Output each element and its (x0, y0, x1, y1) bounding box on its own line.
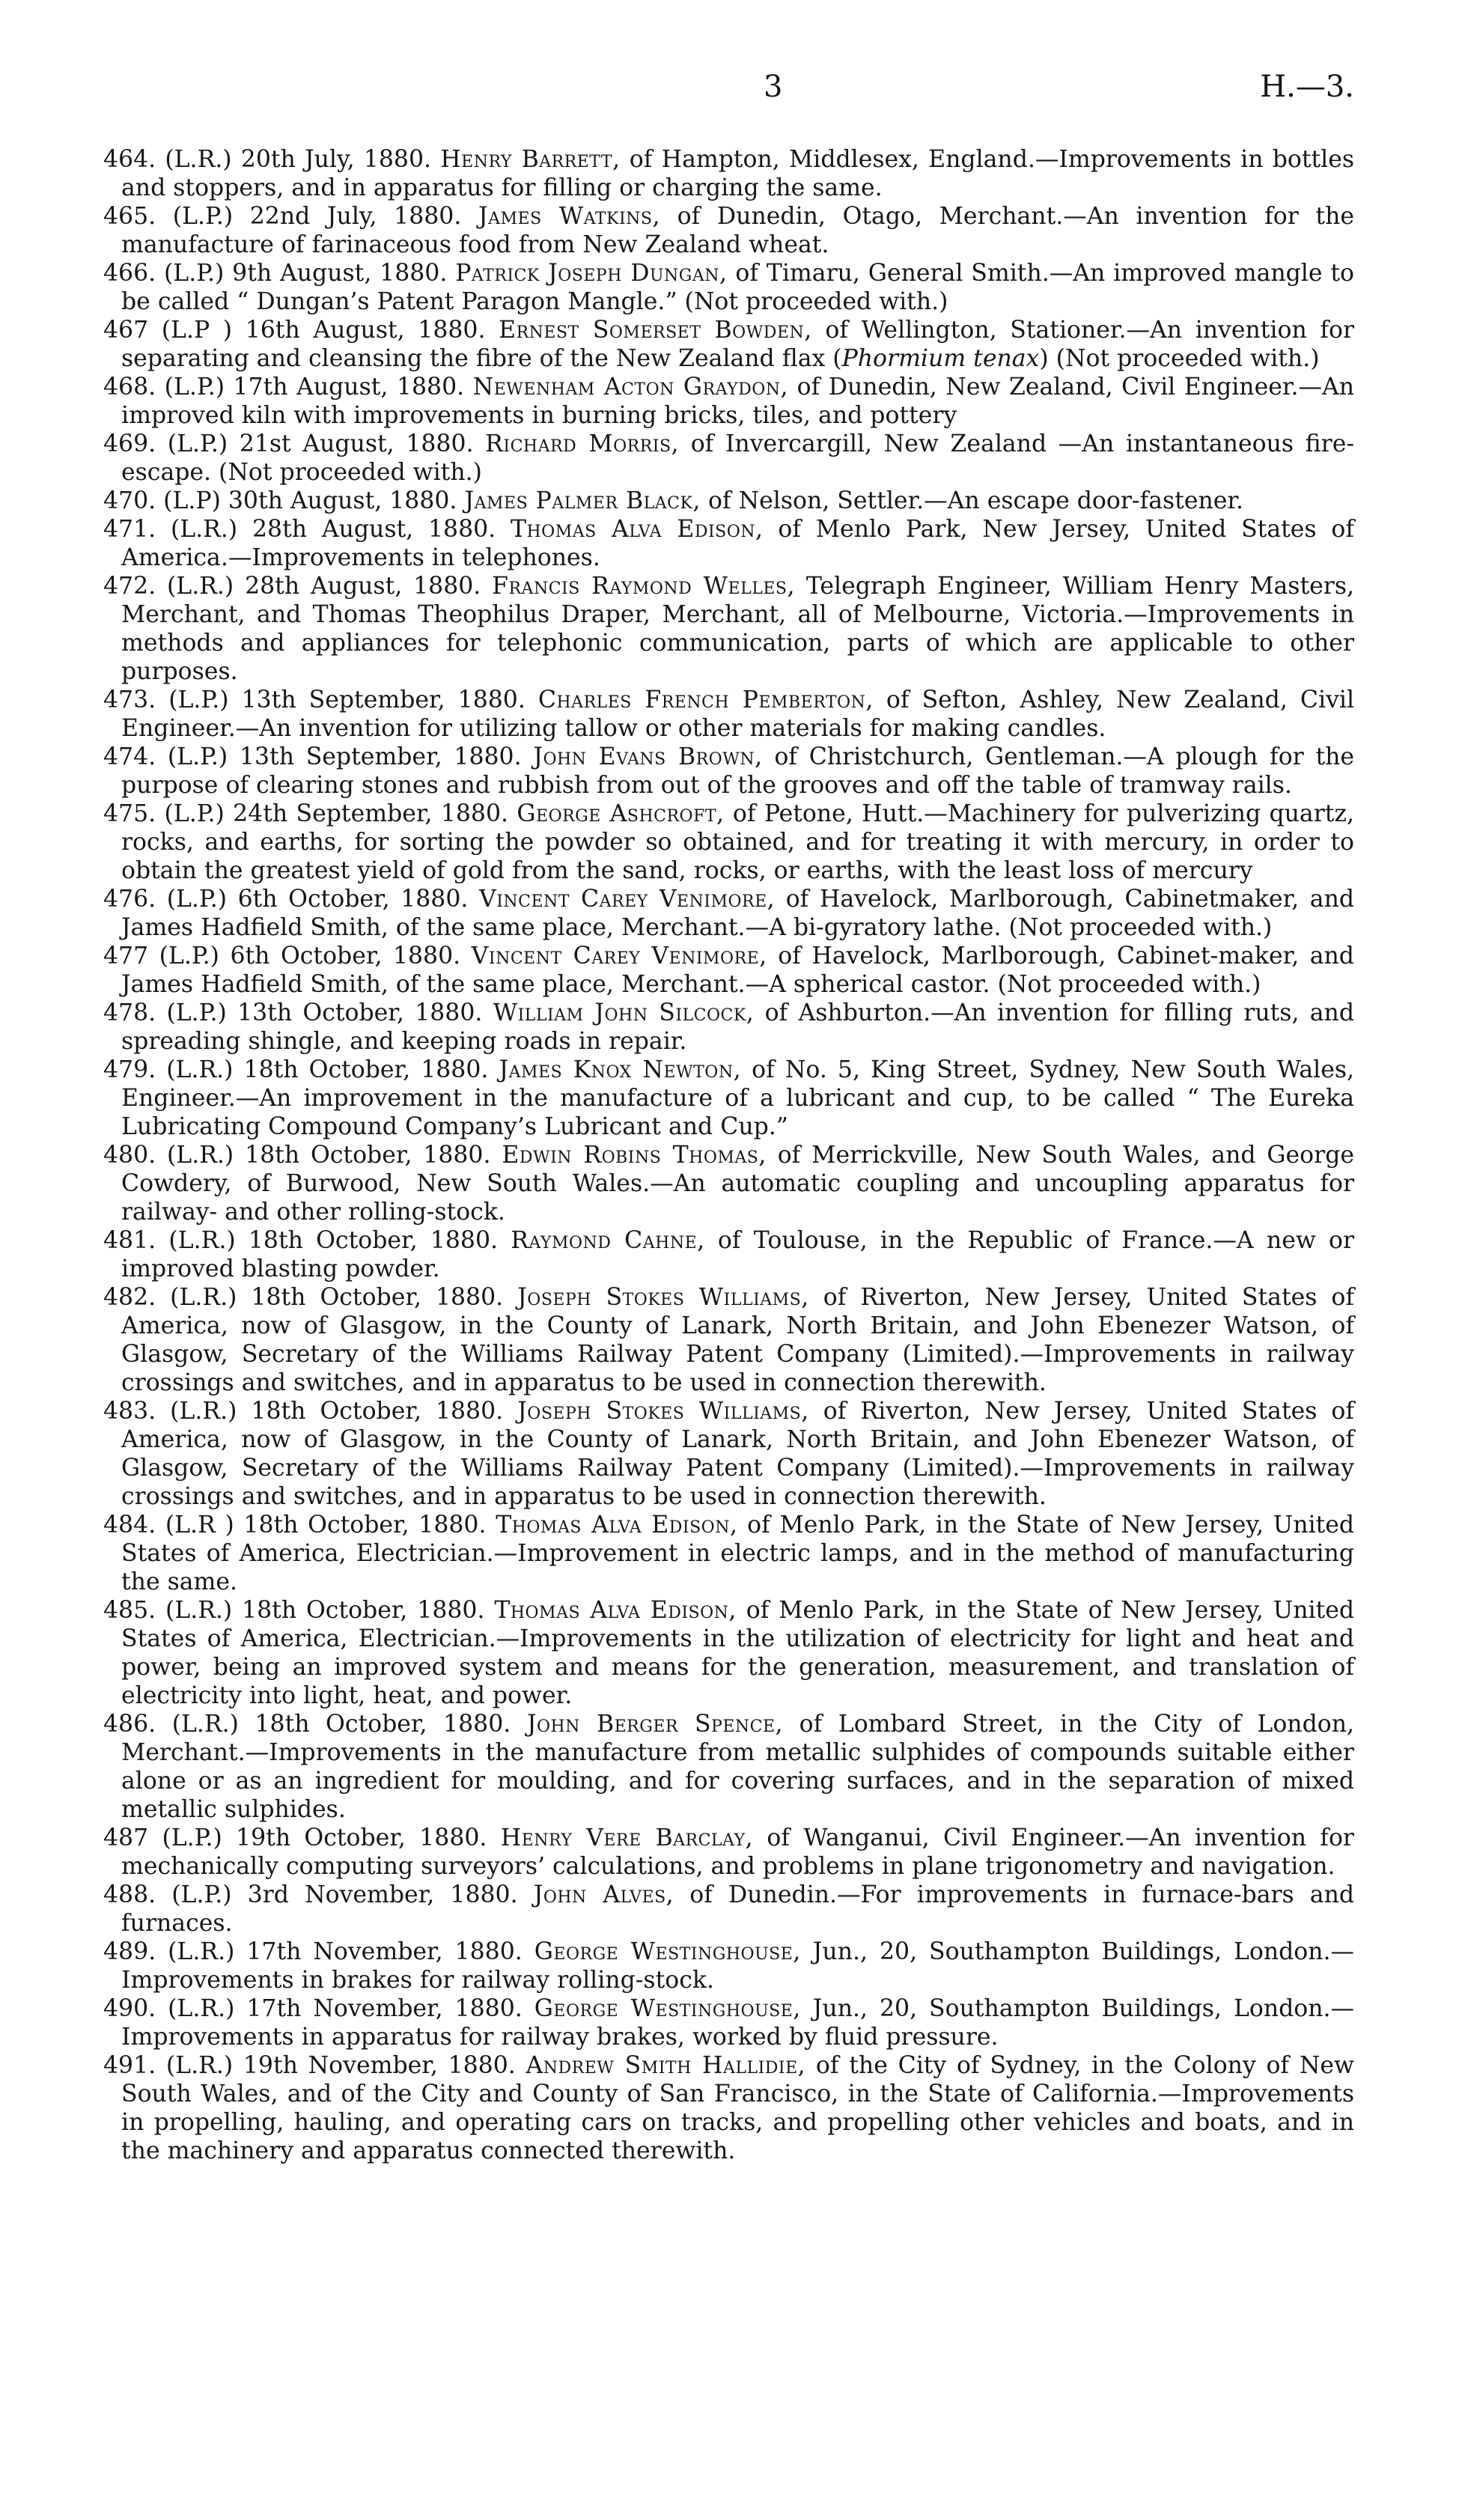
patent-entry: 482. (L.R.) 18th October, 1880. Joseph Stokes Williams, of Riverton, New Jersey, United States of America, now of Glasgow, in the County of Lanark, North Britain, and John Ebenezer Watson, of Glasgow, Secretary of the Williams Railway Patent Company (Limited).—Improvements in railway crossings and switches, and in apparatus to be used in connection therewith. (103, 1284, 1355, 1396)
patent-entry: 465. (L.P.) 22nd July, 1880. James Watkins, of Dunedin, Otago, Merchant.—An invention for the manufacture of farinaceous food from New Zealand wheat. (103, 203, 1355, 258)
patent-entry: 466. (L.P.) 9th August, 1880. Patrick Joseph Dungan, of Timaru, General Smith.—An improved mangle to be called “ Dungan’s Patent Paragon Mangle.” (Not proceeded with.) (103, 260, 1354, 315)
patent-entry: 464. (L.R.) 20th July, 1880. Henry Barrett, of Hampton, Middlesex, England.—Improvements in bottles and stoppers, and in apparatus for filling or charging the same. (103, 146, 1355, 201)
patent-entry: 471. (L.R.) 28th August, 1880. Thomas Alva Edison, of Menlo Park, New Jersey, United States of America.—Improvements in telephones. (103, 516, 1354, 571)
patent-entry: 472. (L.R.) 28th August, 1880. Francis Raymond Welles, Telegraph Engineer, William Henry Masters, Merchant, and Thomas Theophilus Draper, Merchant, all of Melbourne, Victoria.—Improvements in methods and appliances for telephonic communication, parts of which are applicable to other purposes. (103, 573, 1355, 685)
patent-entry: 479. (L.R.) 18th October, 1880. James Knox Newton, of No. 5, King Street, Sydney, New South Wales, Engineer.—An improvement in the manufacture of a lubricant and cup, to be called “ The Eureka Lubricating Compound Company’s Lubricant and Cup.” (103, 1056, 1355, 1140)
patent-entry: 478. (L.P.) 13th October, 1880. William John Silcock, of Ashburton.—An invention for filling ruts, and spreading shingle, and keeping roads in repair. (103, 999, 1354, 1055)
patent-entry: 467 (L.P ) 16th August, 1880. Ernest Somerset Bowden, of Wellington, Stationer.—An invention for separating and cleansing the fibre of the New Zealand flax (Phormium tenax) (Not proceeded with.) (103, 317, 1355, 372)
patent-entries-list (103, 145, 1354, 2165)
patent-entry: 487 (L.P.) 19th October, 1880. Henry Vere Barclay, of Wanganui, Civil Engineer.—An invention for mechanically computing surveyors’ calculations, and problems in plane trigonometry and navigation. (103, 1824, 1354, 1880)
patent-entry: 488. (L.P.) 3rd November, 1880. John Alves, of Dunedin.—For improvements in furnace-bars and furnaces. (103, 1881, 1355, 1937)
patent-entry: 481. (L.R.) 18th October, 1880. Raymond Cahne, of Toulouse, in the Republic of France.—A new or improved blasting powder. (103, 1227, 1355, 1282)
patent-entry: 468. (L.P.) 17th August, 1880. Newenham Acton Graydon, of Dunedin, New Zealand, Civil Engineer.—An improved kiln with improvements in burning bricks, tiles, and pottery (103, 374, 1355, 429)
patent-entry: 475. (L.P.) 24th September, 1880. George Ashcroft, of Petone, Hutt.—Machinery for pulverizing quartz, rocks, and earths, for sorting the powder so obtained, and for treating it with mercury, in order to obtain the greatest yield of gold from the sand, rocks, or earths, with the least loss of mercury (103, 800, 1355, 884)
patent-entry: 491. (L.R.) 19th November, 1880. Andrew Smith Hallidie, of the City of Sydney, in the Colony of New South Wales, and of the City and County of San Francisco, in the State of California.—Improvements in propelling, hauling, and operating cars on tracks, and propelling other vehicles and boats, and in the machinery and apparatus connected therewith. (103, 2052, 1354, 2164)
patent-entry: 476. (L.P.) 6th October, 1880. Vincent Carey Venimore, of Havelock, Marlborough, Cabinetmaker, and James Hadfield Smith, of the same place, Merchant.—A bi-gyratory lathe. (Not proceeded with.) (103, 886, 1355, 941)
patent-entry: 489. (L.R.) 17th November, 1880. George Westinghouse, Jun., 20, Southampton Buildings, London.—Improvements in brakes for railway rolling-stock. (103, 1938, 1355, 1994)
patent-entry: 473. (L.P.) 13th September, 1880. Charles French Pemberton, of Sefton, Ashley, New Zealand, Civil Engineer.—An invention for utilizing tallow or other materials for making candles. (103, 687, 1355, 742)
patent-entry: 484. (L.R ) 18th October, 1880. Thomas Alva Edison, of Menlo Park, in the State of New Jersey, United States of America, Electrician.—Improvement in electric lamps, and in the method of manufacturing the same. (103, 1512, 1355, 1595)
patent-entry: 474. (L.P.) 13th September, 1880. John Evans Brown, of Christchurch, Gentleman.—A plough for the purpose of clearing stones and rubbish from out of the grooves and off the table of tramway rails. (103, 743, 1355, 799)
page-header (103, 0, 1354, 120)
section-reference: H.—3. (1260, 70, 1354, 104)
italic-species-name: Phormium tenax (841, 345, 1040, 372)
patent-entry: 490. (L.R.) 17th November, 1880. George Westinghouse, Jun., 20, Southampton Buildings, London.—Improvements in apparatus for railway brakes, worked by fluid pressure. (103, 1995, 1355, 2051)
patent-entry: 485. (L.R.) 18th October, 1880. Thomas Alva Edison, of Menlo Park, in the State of New Jersey, United States of America, Electrician.—Improvements in the utilization of electricity for light and heat and power, being an improved system and means for the generation, measurement, and translation of electricity into light, heat, and power. (103, 1597, 1355, 1709)
patent-entry: 480. (L.R.) 18th October, 1880. Edwin Robins Thomas, of Merrickville, New South Wales, and George Cowdery, of Burwood, New South Wales.—An automatic coupling and uncoupling apparatus for railway- and other rolling-stock. (103, 1142, 1355, 1226)
page-number: 3 (764, 70, 783, 104)
patent-entry: 469. (L.P.) 21st August, 1880. Richard Morris, of Invercargill, New Zealand —An instantaneous fire-escape. (Not proceeded with.) (103, 430, 1355, 486)
patent-entry: 486. (L.R.) 18th October, 1880. John Berger Spence, of Lombard Street, in the City of London, Merchant.—Improvements in the manufacture from metallic sulphides of compounds suitable either alone or as an ingredient for moulding, and for covering surfaces, and in the separation of mixed metallic sulphides. (103, 1711, 1354, 1823)
patent-entry: 470. (L.P) 30th August, 1880. James Palmer Black, of Nelson, Settler.—An escape door-fastener. (103, 487, 1244, 514)
patent-entry: 483. (L.R.) 18th October, 1880. Joseph Stokes Williams, of Riverton, New Jersey, United States of America, now of Glasgow, in the County of Lanark, North Britain, and John Ebenezer Watson, of Glasgow, Secretary of the Williams Railway Patent Company (Limited).—Improvements in railway crossings and switches, and in apparatus to be used in connection therewith. (103, 1398, 1355, 1510)
patent-entry: 477 (L.P.) 6th October, 1880. Vincent Carey Venimore, of Havelock, Marlborough, Cabinet-maker, and James Hadfield Smith, of the same place, Merchant.—A spherical castor. (Not proceeded with.) (103, 943, 1354, 998)
